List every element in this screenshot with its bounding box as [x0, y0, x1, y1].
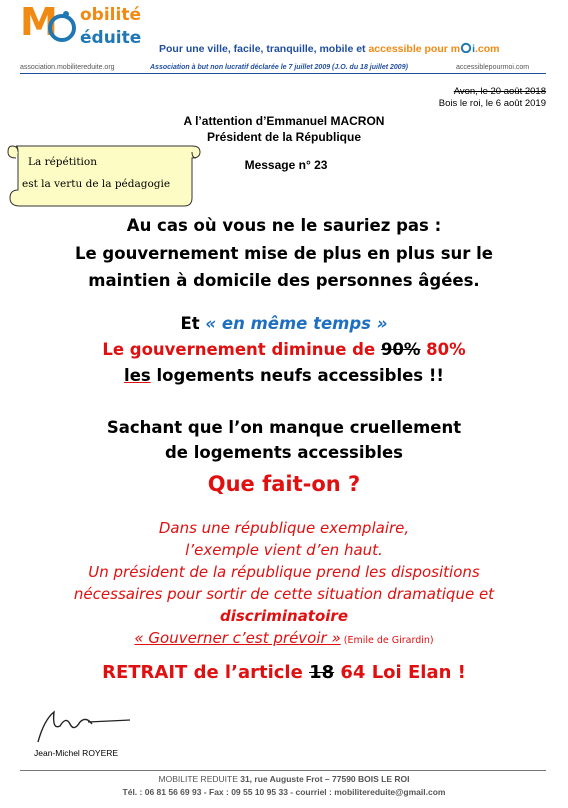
message-number: Message n° 23: [244, 158, 328, 172]
italic-line-2: l’exemple vient d’en haut.: [185, 541, 383, 559]
et-word: Et: [180, 314, 206, 333]
recipient-line: A l’attention d’Emmanuel MACRON: [183, 114, 385, 128]
footer-divider: [20, 770, 546, 771]
date-old: Avon, le 20 août 2018: [453, 86, 546, 97]
pct-old: 90%: [380, 340, 421, 359]
gov-diminue-text: Le gouvernement diminue de: [102, 340, 381, 359]
footer-contact: Tél. : 06 81 56 69 93 - Fax : 09 55 10 95 33 - courriel : mobilitereduite@gmail.com: [122, 787, 446, 797]
footer-address: [0, 774, 568, 784]
italic-line-5: discriminatoire: [220, 607, 348, 625]
footer-street: 31, rue Auguste Frot – 77590 BOIS LE ROI: [237, 774, 410, 784]
logo-letter-m: M: [20, 0, 58, 44]
sachant-line-1: Sachant que l’on manque cruellement: [106, 418, 462, 437]
tagline-accessible: accessible pour m: [368, 43, 461, 55]
quote-line: [0, 629, 568, 647]
logo-reduite: éduite: [80, 28, 142, 48]
scroll-line-2: est la vertu de la pédagogie: [22, 178, 171, 190]
scroll-line-1: La répétition: [28, 156, 97, 168]
que-fait-on: Que fait-on ?: [207, 472, 361, 496]
italic-line-3: Un président de la république prend les dispositions: [88, 563, 480, 581]
italic-line-4: nécessaires pour sortir de cette situation dramatique et: [73, 585, 495, 603]
site-right-link[interactable]: accessiblepourmoi.com: [456, 64, 530, 71]
scroll-banner-icon: [6, 140, 202, 210]
signature-name: Jean-Michel ROYERE: [34, 748, 119, 758]
meme-temps: « en même temps »: [205, 314, 388, 333]
signature-icon: [30, 702, 140, 750]
body-line-3: maintien à domicile des personnes âgées.: [88, 271, 480, 290]
association-note: Association à but non lucratif déclarée le 7 juillet 2009 (J.O. du 18 juillet 2009): [150, 64, 408, 71]
retrait-old: 18: [309, 662, 335, 683]
les-word: les: [124, 366, 151, 385]
tagline-main: Pour une ville, facile, tranquille, mobile et: [159, 43, 369, 55]
body-line-1: Au cas où vous ne le sauriez pas :: [126, 216, 442, 235]
recipient-title: Président de la République: [206, 130, 362, 144]
wheelchair-logo-icon: [46, 10, 80, 44]
sachant-line-2: de logements accessibles: [165, 443, 403, 462]
logements-line: [0, 366, 568, 385]
small-wheel-icon: [460, 42, 472, 53]
quote-source: (Emile de Girardin): [340, 635, 434, 646]
pct-new: 80%: [420, 340, 466, 359]
footer-org: MOBILITE REDUITE: [158, 774, 238, 784]
tagline-i: i: [472, 43, 476, 55]
logo-mobilite: obilité: [80, 5, 141, 25]
logements-text: logements neufs accessibles !!: [150, 366, 444, 385]
gov-diminue-line: [0, 340, 568, 359]
retrait-line: [0, 662, 568, 683]
site-link[interactable]: association.mobilitereduite.org: [20, 64, 115, 71]
et-line: [0, 314, 568, 333]
header-divider: [20, 73, 546, 74]
date-new: Bois le roi, le 6 août 2019: [438, 98, 546, 109]
retrait-text-a: RETRAIT de l’article: [102, 662, 310, 683]
header-tagline: [159, 42, 500, 55]
retrait-text-b: 64 Loi Elan !: [334, 662, 466, 683]
quote-text: « Gouverner c’est prévoir »: [134, 629, 341, 647]
body-line-2: Le gouvernement mise de plus en plus sur le: [74, 244, 493, 263]
tagline-com: .com: [475, 43, 500, 55]
italic-line-1: Dans une république exemplaire,: [158, 519, 410, 537]
